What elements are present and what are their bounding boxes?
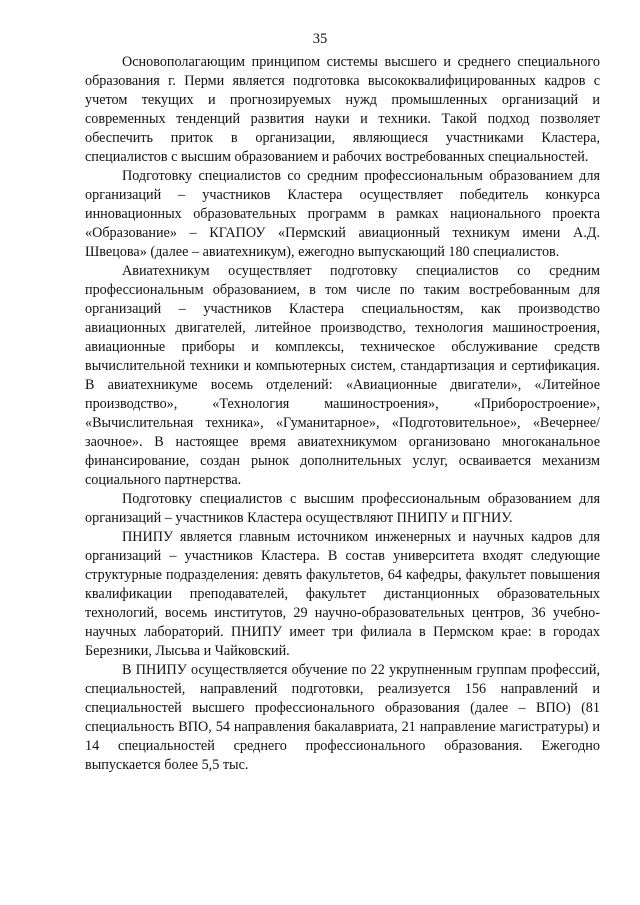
paragraph: Подготовку специалистов с высшим профессиональным образованием для организаций – участников Кластера осуществляют ПНИПУ и ПГНИУ. <box>85 491 600 526</box>
paragraph: Подготовку специалистов со средним профессиональным образованием для организаций – участников Кластера осуществляет победитель конкурса инновационных образовательных программ в рамках национального проекта «Образование» – КГАПОУ «Пермский авиационный техникум имени А.Д. Швецова» (далее – авиатехникум), ежегодно выпускающий 180 специалистов. <box>85 168 600 260</box>
page-number: 35 <box>312 31 328 47</box>
paragraph: Авиатехникум осуществляет подготовку специалистов со средним профессиональным образованием, в том числе по таким востребованным для организаций – участников Кластера специальностям, как производство авиационных двигателей, литейное производство, технология машиностроения, авиационные приборы и комплексы, техническое обслуживание средств вычислительной техники и компьютерных систем, стандартизация и сертификация. В авиатехникуме восемь отделений: «Авиационные двигатели», «Литейное производство», «Технология машиностроения», «Приборостроение», «Вычислительная техника», «Гуманитарное», «Подготовительное», «Вечернее/заочное». В настоящее время авиатехникумом организовано многоканальное финансирование, создан рынок дополнительных услуг, осваивается механизм социального партнерства. <box>85 263 600 488</box>
paragraph: Основополагающим принципом системы высшего и среднего специального образования г. Перми является подготовка высококвалифицированных кадров с учетом текущих и прогнозируемых нужд промышленных организаций и современных тенденций развития науки и техники. Такой подход позволяет обеспечить приток в организации, являющиеся участниками Кластера, специалистов с высшим образованием и рабочих востребованных специальностей. <box>85 54 600 165</box>
paragraph: В ПНИПУ осуществляется обучение по 22 укрупненным группам профессий, специальностей, направлений подготовки, реализуется 156 направлений и специальностей высшего профессионального образования (далее – ВПО) (81 специальность ВПО, 54 направления бакалавриата, 21 направление магистратуры) и 14 специальностей среднего профессионального образования. Ежегодно выпускается более 5,5 тыс. <box>85 662 600 773</box>
document-body <box>85 53 600 775</box>
paragraph: ПНИПУ является главным источником инженерных и научных кадров для организаций – участников Кластера. В состав университета входят следующие структурные подразделения: девять факультетов, 64 кафедры, факультет повышения квалификации преподавателей, факультет дистанционных образовательных технологий, восемь институтов, 29 научно-образовательных центров, 36 учебно-научных лабораторий. ПНИПУ имеет три филиала в Пермском крае: в городах Березники, Лысьва и Чайковский. <box>85 529 600 659</box>
